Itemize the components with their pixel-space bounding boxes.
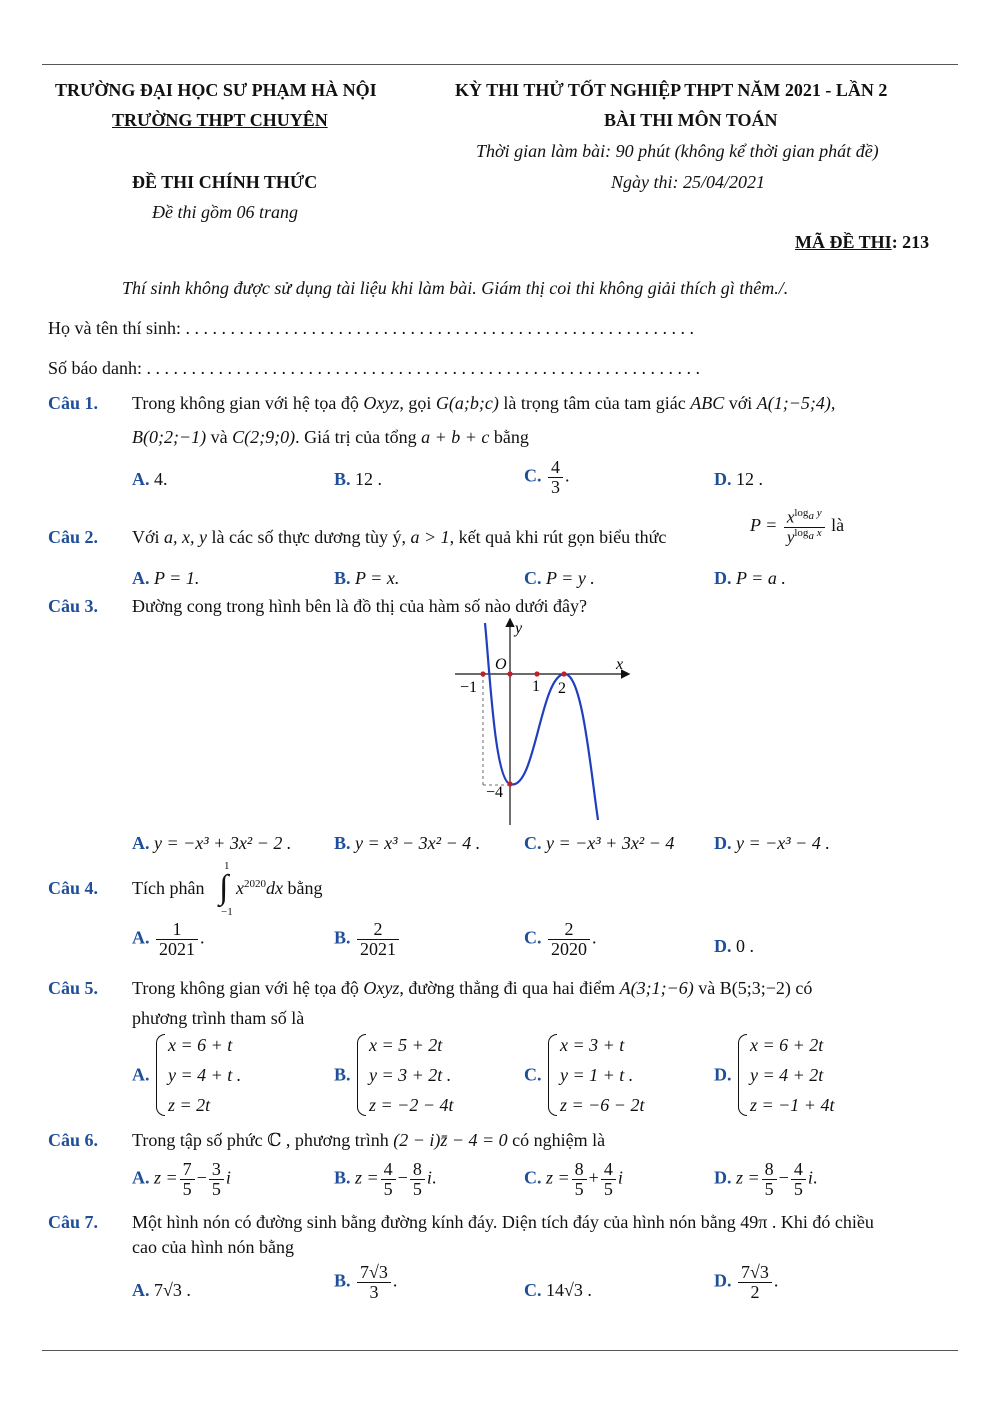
- q5-option-c[interactable]: C. x = 3 + t y = 1 + t . z = −6 − 2t: [524, 1030, 644, 1120]
- candidate-name-line: Họ và tên thí sinh: . . . . . . . . . . . . . . . . . . . . . . . . . . . . . . . . . . . . . . . . . . . . . . . . . . . . . . . . .: [48, 318, 694, 338]
- exam-date: Ngày thi: 25/04/2021: [611, 172, 765, 192]
- q5-text-line1: Trong không gian với hệ tọa độ Oxyz, đường thẳng đi qua hai điểm A(3;1;−6) và B(5;3;−2) có: [132, 978, 813, 998]
- school-name: TRƯỜNG ĐẠI HỌC SƯ PHẠM HÀ NỘI: [55, 80, 377, 100]
- q6-option-b[interactable]: B. z = $\frac{4}{5}$ − $\frac{8}{5}$ i.: [334, 1159, 437, 1199]
- q1-text-line1: Trong không gian với hệ tọa độ Oxyz, gọi G(a;b;c) là trọng tâm của tam giác ABC với A(1;−5;4),: [132, 393, 836, 413]
- q4-option-a[interactable]: A. $\frac{1}{2021}$ .: [132, 919, 205, 959]
- notice: Thí sinh không được sử dụng tài liệu khi làm bài. Giám thị coi thi không giải thích gì thêm./.: [122, 278, 789, 298]
- q4-text: Tích phân: [132, 878, 205, 898]
- q6-option-d[interactable]: D. z = $\frac{8}{5}$ − $\frac{4}{5}$ i.: [714, 1159, 818, 1199]
- tick-minus1: −1: [460, 679, 478, 696]
- q3-option-c[interactable]: C. y = −x³ + 3x² − 4: [524, 833, 675, 853]
- q6-text: Trong tập số phức ℂ , phương trình (2 − i)z̄ − 4 = 0 có nghiệm là: [132, 1130, 606, 1150]
- q3-number: Câu 3.: [48, 596, 99, 616]
- q1-number: Câu 1.: [48, 393, 99, 413]
- q7-option-b[interactable]: B. $\frac{7√3}{3}$ .: [334, 1262, 398, 1302]
- q4-option-d[interactable]: D. 0 .: [714, 936, 754, 956]
- q7-text-line1: Một hình nón có đường sinh bằng đường kính đáy. Diện tích đáy của hình nón bằng 49π . Khi đó chiều: [132, 1212, 874, 1232]
- q4-option-c[interactable]: C. $\frac{2}{2020}$ .: [524, 919, 597, 959]
- q5-option-d[interactable]: D. x = 6 + 2t y = 4 + 2t z = −1 + 4t: [714, 1030, 834, 1120]
- q3-graph: [450, 615, 640, 830]
- candidate-id-line: Số báo danh: . . . . . . . . . . . . . . . . . . . . . . . . . . . . . . . . . . . . . . . . . . . . . . . . . . . . . . . . . . . . . .: [48, 358, 700, 378]
- point-minus1: [480, 671, 485, 676]
- point-minus4: [507, 781, 512, 786]
- q1-option-a[interactable]: A. 4.: [132, 469, 168, 489]
- exam-code: MÃ ĐỀ THI: 213: [795, 232, 930, 252]
- x-label: x: [616, 656, 624, 673]
- q7-number: Câu 7.: [48, 1212, 99, 1232]
- q2-option-a[interactable]: A. P = 1.: [132, 568, 200, 588]
- q6-option-c[interactable]: C. z = $\frac{8}{5}$ + $\frac{4}{5}$ i: [524, 1159, 623, 1199]
- q3-option-d[interactable]: D. y = −x³ − 4 .: [714, 833, 830, 853]
- q6-option-a[interactable]: A. z = $\frac{7}{5}$ − $\frac{3}{5}$ i: [132, 1159, 231, 1199]
- q5-option-a[interactable]: A. x = 6 + t y = 4 + t . z = 2t: [132, 1030, 241, 1120]
- origin-label: O: [495, 656, 507, 673]
- q5-option-b[interactable]: B. x = 5 + 2t y = 3 + 2t . z = −2 − 4t: [334, 1030, 453, 1120]
- q2-option-c[interactable]: C. P = y .: [524, 568, 595, 588]
- time-note: Thời gian làm bài: 90 phút (không kể thời gian phát đề): [476, 141, 879, 161]
- point-origin: [507, 671, 512, 676]
- top-rule: [42, 64, 958, 65]
- q6-number: Câu 6.: [48, 1130, 99, 1150]
- y-label: y: [515, 620, 523, 637]
- q3-option-a[interactable]: A. y = −x³ + 3x² − 2 .: [132, 833, 292, 853]
- point-2: [561, 671, 566, 676]
- tick-minus4: −4: [486, 784, 504, 801]
- q1-option-c[interactable]: C. $\frac{4}{3}$ .: [524, 457, 570, 497]
- q2-number: Câu 2.: [48, 527, 99, 547]
- q2-text: Với a, x, y là các số thực dương tùy ý, a > 1, kết quả khi rút gọn biểu thức: [132, 527, 667, 547]
- q1-text-line2: B(0;2;−1) và C(2;9;0). Giá trị của tổng a + b + c bằng: [132, 427, 529, 447]
- point-1: [534, 671, 539, 676]
- page-count: Đề thi gồm 06 trang: [152, 202, 298, 222]
- exam-title: KỲ THI THỬ TỐT NGHIỆP THPT NĂM 2021 - LẦN 2: [455, 80, 888, 100]
- q7-option-c[interactable]: C. 14√3 .: [524, 1280, 592, 1300]
- q7-option-a[interactable]: A. 7√3 .: [132, 1280, 191, 1300]
- q1-option-d[interactable]: D. 12 .: [714, 469, 763, 489]
- bottom-rule: [42, 1350, 958, 1351]
- subject-title: BÀI THI MÔN TOÁN: [604, 110, 778, 130]
- q5-number: Câu 5.: [48, 978, 99, 998]
- q5-text-line2: phương trình tham số là: [132, 1008, 305, 1028]
- tick-2: 2: [558, 680, 566, 697]
- tick-1: 1: [532, 678, 540, 695]
- q4-integral: 1 ∫ −1: [219, 860, 233, 918]
- official-label: ĐỀ THI CHÍNH THỨC: [132, 172, 318, 192]
- q3-option-b[interactable]: B. y = x³ − 3x² − 4 .: [334, 833, 481, 853]
- q2-option-d[interactable]: D. P = a .: [714, 568, 786, 588]
- q4-option-b[interactable]: B. $\frac{2}{2021}$: [334, 920, 401, 959]
- q7-option-d[interactable]: D. $\frac{7√3}{2}$ .: [714, 1262, 779, 1302]
- q4-integrand: $x^{2020}dx$ bằng: [236, 878, 323, 898]
- q7-text-line2: cao của hình nón bằng: [132, 1237, 294, 1257]
- q4-number: Câu 4.: [48, 878, 99, 898]
- q1-option-b[interactable]: B. 12 .: [334, 469, 383, 489]
- q2-option-b[interactable]: B. P = x.: [334, 568, 400, 588]
- q3-text: Đường cong trong hình bên là đồ thị của hàm số nào dưới đây?: [132, 596, 587, 616]
- q2-expression: P = $\frac{x^{log_a y}}{y^{log_a x}}$ là: [750, 507, 845, 547]
- subschool-name: TRƯỜNG THPT CHUYÊN: [112, 110, 328, 130]
